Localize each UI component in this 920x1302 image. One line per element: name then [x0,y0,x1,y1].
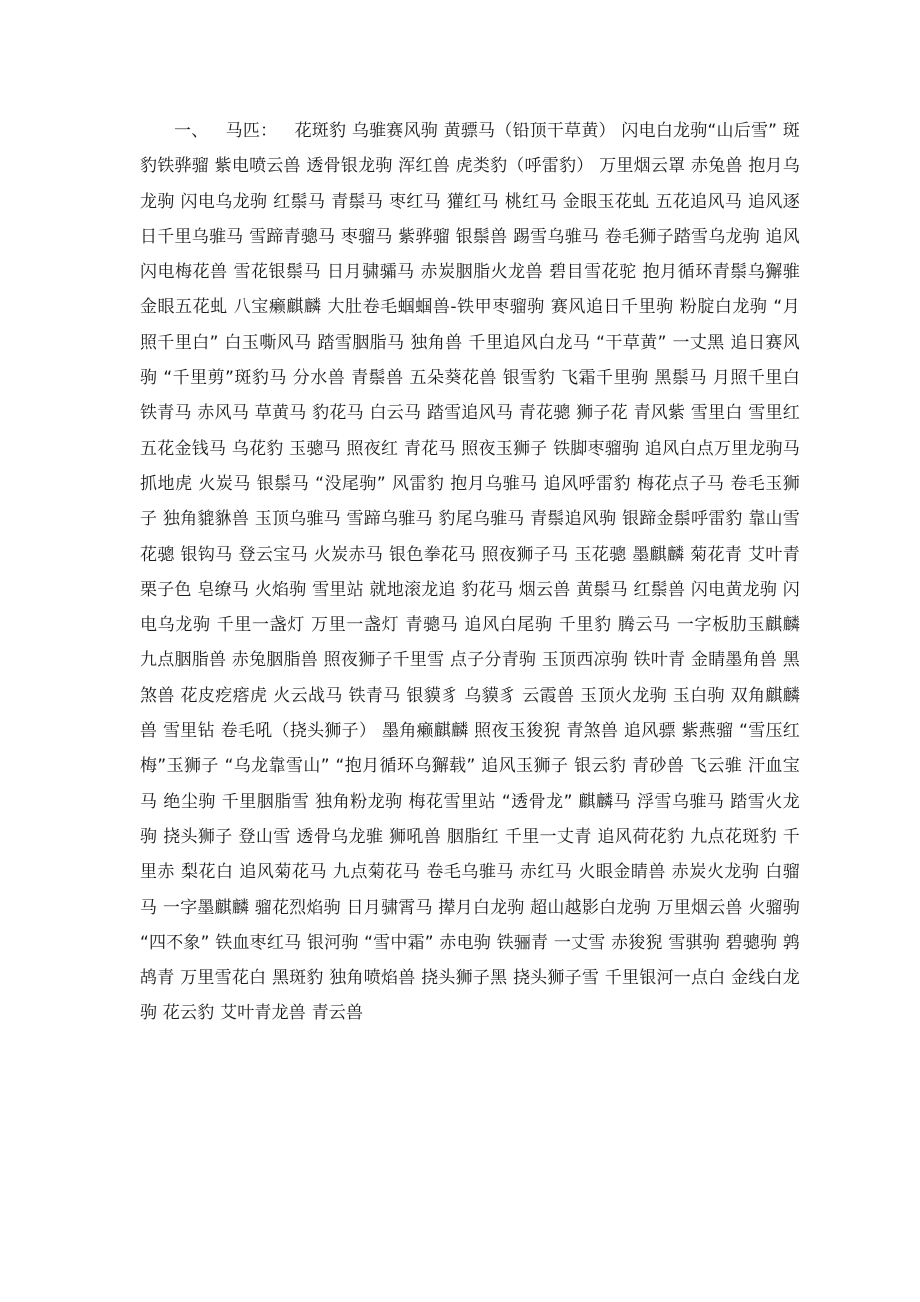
horse-list-paragraph [140,114,800,1032]
section-title: 马匹： [225,121,278,141]
document-page [140,114,800,1032]
horse-names-text: 花斑豹 乌骓赛风驹 黄骠马（铅顶干草黄） 闪电白龙驹“山后雪” 斑豹铁骅骝 紫电喷云兽 透骨银龙驹 浑红兽 虎类豹（呼雷豹） 万里烟云罩 赤兔兽 抱月乌龙驹 闪电乌龙驹 红鬃马 青鬃马 枣红马 獾红马 桃红马 金眼玉花虬 五花追风马 追风逐日千里乌骓马 雪蹄青骢马 枣骝马 紫骅骝 银鬃兽 踢雪乌骓马 卷毛狮子踏雪乌龙驹 追风闪电梅花兽 雪花银鬃马 日月骕骦马 赤炭胭脂火龙兽 碧目雪花驼 抱月循环青鬃乌獬骓 金眼五花虬 八宝癞麒麟 大肚卷毛蝈蝈兽-铁甲枣骝驹 赛风追日千里驹 粉腚白龙驹 “月照千里白” 白玉嘶风马 踏雪胭脂马 独角兽 千里追风白龙马 “干草黄” 一丈黑 追日赛风驹 “千里剪”斑豹马 分水兽 青鬃兽 五朵葵花兽 银雪豹 飞霜千里驹 黑鬃马 月照千里白 铁青马 赤风马 草黄马 豹花马 白云马 踏雪追风马 青花骢 狮子花 青风紫 雪里白 雪里红 五花金钱马 乌花豹 玉骢马 照夜红 青花马 照夜玉狮子 铁脚枣骝驹 追风白点万里龙驹马 抓地虎 火炭马 银鬃马 “没尾驹” 风雷豹 抱月乌骓马 追风呼雷豹 梅花点子马 卷毛玉狮子 独角貔貅兽 玉顶乌骓马 雪蹄乌骓马 豹尾乌骓马 青鬃追风驹 银蹄金鬃呼雷豹 靠山雪花骢 银钩马 登云宝马 火炭赤马 银色拳花马 照夜狮子马 玉花骢 墨麒麟 菊花青 艾叶青 栗子色 皂缭马 火焰驹 雪里站 就地滚龙追 豹花马 烟云兽 黄鬃马 红鬃兽 闪电黄龙驹 闪电乌龙驹 千里一盏灯 万里一盏灯 青骢马 追风白尾驹 千里豹 腾云马 一字板肋玉麒麟 九点胭脂兽 赤兔胭脂兽 照夜狮子千里雪 点子分青驹 玉顶西凉驹 铁叶青 金睛墨角兽 黑煞兽 花皮疙瘩虎 火云战马 铁青马 银貘豸 乌貘豸 云霞兽 玉顶火龙驹 玉白驹 双角麒麟兽 雪里钻 卷毛吼（挠头狮子） 墨角癞麒麟 照夜玉狻猊 青煞兽 追风骠 紫燕骝 “雪压红梅”玉狮子 “乌龙靠雪山” “抱月循环乌獬载” 追风玉狮子 银云豹 青砂兽 飞云骓 汗血宝马 绝尘驹 千里胭脂雪 独角粉龙驹 梅花雪里站 “透骨龙” 麒麟马 浮雪乌骓马 踏雪火龙驹 挠头狮子 登山雪 透骨乌龙骓 狮吼兽 胭脂红 千里一丈青 追风荷花豹 九点花斑豹 千里赤 梨花白 追风菊花马 九点菊花马 卷毛乌骓马 赤红马 火眼金睛兽 赤炭火龙驹 白骝马 一字墨麒麟 骝花烈焰驹 日月骕霄马 撵月白龙驹 超山越影白龙驹 万里烟云兽 火骝驹 “四不象” 铁血枣红马 银河驹 “雪中霜” 赤电驹 铁骊青 一丈雪 赤狻猊 雪骐驹 碧骢驹 鹑鸪青 万里雪花白 黑斑豹 独角喷焰兽 挠头狮子黑 挠头狮子雪 千里银河一点白 金线白龙驹 花云豹 艾叶青龙兽 青云兽 [140,121,800,1024]
section-number: 一、 [174,121,209,141]
